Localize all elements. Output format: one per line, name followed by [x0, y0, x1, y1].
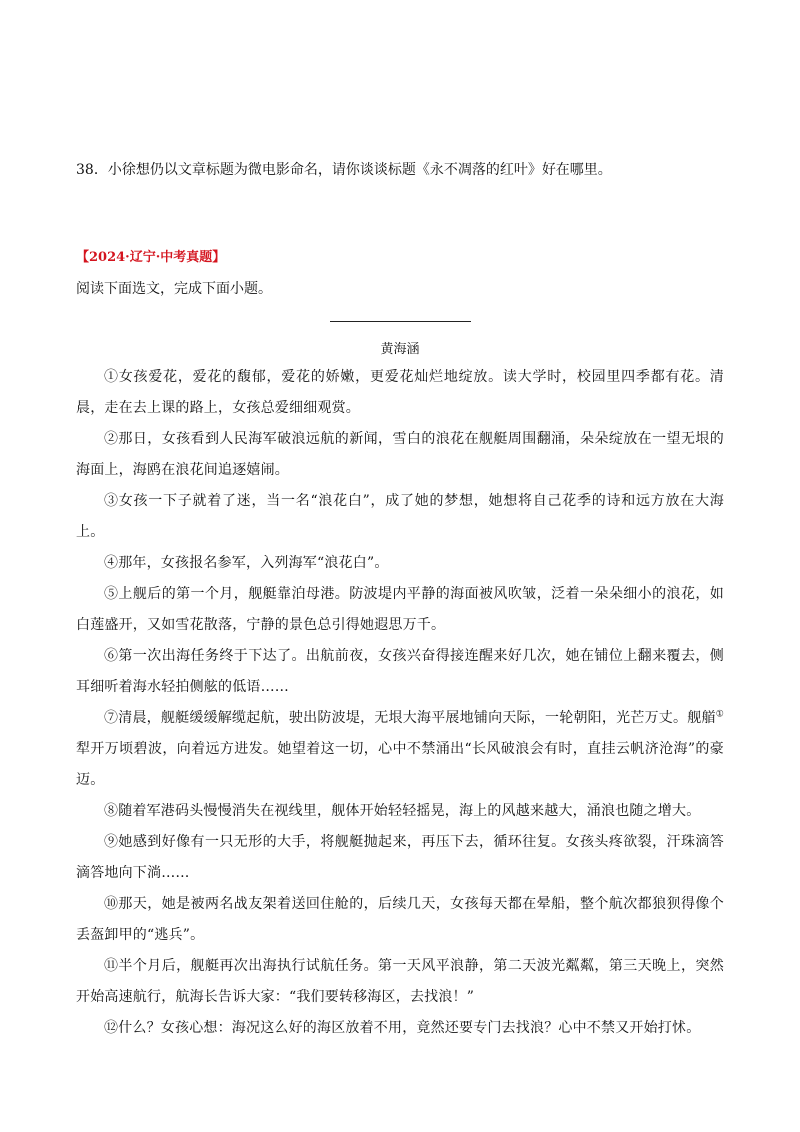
title-divider-line [330, 321, 471, 322]
paragraph-1: ①女孩爱花，爱花的馥郁，爱花的娇嫩，更爱花灿烂地绽放。读大学时，校园里四季都有花。清晨，走在去上课的路上，女孩总爱细细观赏。 [76, 369, 724, 416]
question-38: 38．小徐想仍以文章标题为微电影命名，请你谈谈标题《永不凋落的红叶》好在哪里。 [76, 162, 612, 178]
reading-passage [76, 362, 724, 1044]
source-tag: 【2024·辽宁·中考真题】 [76, 250, 226, 265]
paragraph-2: ②那日，女孩看到人民海军破浪远航的新闻，雪白的浪花在舰艇周围翻涌，朵朵绽放在一望无垠的海面上，海鸥在浪花间追逐嬉闹。 [76, 431, 724, 478]
paragraph-3: ③女孩一下子就着了迷，当一名“浪花白”，成了她的梦想，她想将自己花季的诗和远方放在大海上。 [76, 493, 724, 540]
paragraph-6: ⑥第一次出海任务终于下达了。出航前夜，女孩兴奋得接连醒来好几次，她在铺位上翻来覆去，侧耳细听着海水轻拍侧舷的低语…… [76, 648, 724, 695]
paragraph-8: ⑧随着军港码头慢慢消失在视线里，舰体开始轻轻摇晃，海上的风越来越大，涌浪也随之增大。 [104, 803, 701, 819]
footnote-marker: ① [715, 709, 724, 720]
paragraph-11: ⑪半个月后，舰艇再次出海执行试航任务。第一天风平浪静，第二天波光粼粼，第三天晚上，突然开始高速航行，航海长告诉大家：“我们要转移海区，去找浪！” [76, 958, 724, 1005]
paragraph-7-text: ⑦清晨，舰艇缓缓解缆起航，驶出防波堤，无垠大海平展地铺向天际，一轮朝阳，光芒万丈。舰艏 [104, 710, 716, 726]
reading-instruction: 阅读下面选文，完成下面小题。 [76, 281, 272, 297]
passage-author: 黄海涵 [380, 342, 420, 357]
paragraph-7-continued: 犁开万顷碧波，向着远方进发。她望着这一切，心中不禁涌出“长风破浪会有时，直挂云帆济沧海”的豪迈。 [76, 741, 724, 788]
paragraph-7 [76, 703, 724, 796]
paragraph-5: ⑤上舰后的第一个月，舰艇靠泊母港。防波堤内平静的海面被风吹皱，泛着一朵朵细小的浪花，如白莲盛开，又如雪花散落，宁静的景色总引得她遐思万千。 [76, 586, 724, 633]
paragraph-4: ④那年，女孩报名参军，入列海军“浪花白”。 [104, 555, 389, 571]
paragraph-12: ⑫什么？女孩心想：海况这么好的海区放着不用，竟然还要专门去找浪？心中不禁又开始打怵。 [104, 1020, 701, 1036]
paragraph-9: ⑨她感到好像有一只无形的大手，将舰艇抛起来，再压下去，循环往复。女孩头疼欲裂，汗珠滴答滴答地向下淌…… [76, 834, 724, 881]
paragraph-10: ⑩那天，她是被两名战友架着送回住舱的，后续几天，女孩每天都在晕船，整个航次都狼狈得像个丢盔卸甲的“逃兵”。 [76, 896, 724, 943]
